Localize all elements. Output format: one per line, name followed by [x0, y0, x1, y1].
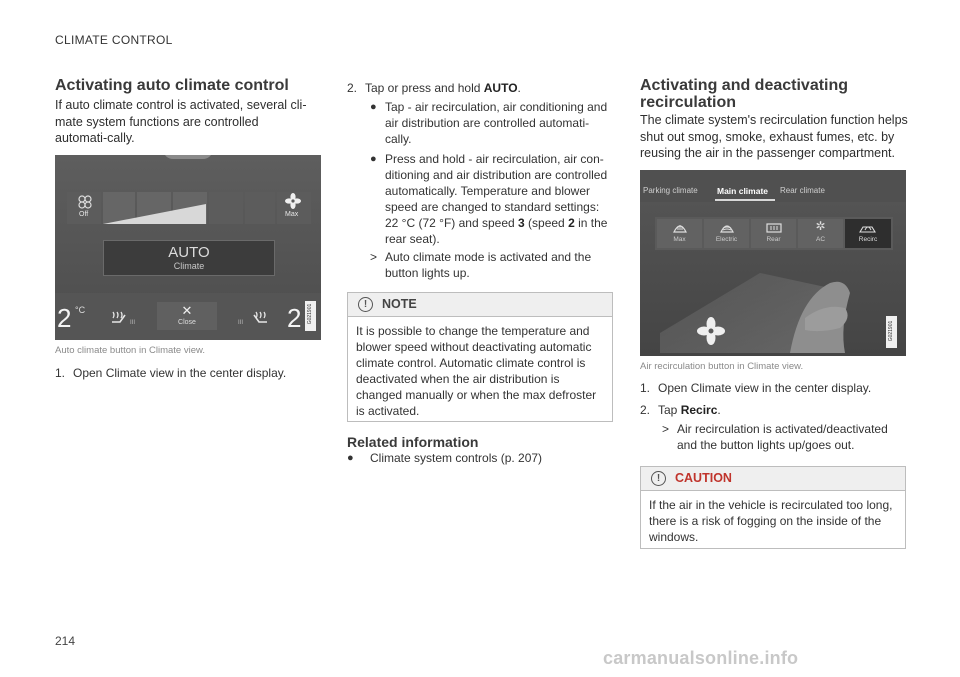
caution-text: If the air in the vehicle is recirculated too long, there is a risk of fogging on the inside of the windows.	[649, 498, 893, 544]
note-label: NOTE	[382, 297, 417, 311]
ac-label: AC	[815, 236, 826, 243]
fan-off-icon	[78, 195, 92, 209]
caution-box	[640, 466, 906, 549]
step-text-suffix: .	[717, 403, 721, 417]
speed-rear: 2	[568, 216, 575, 230]
step-text-prefix: Tap or press and hold	[365, 81, 484, 95]
auto-climate-intro: If auto climate control is activated, several cli-mate system functions are controlled automati-cally.	[55, 98, 307, 145]
close-button[interactable]	[157, 302, 217, 330]
rear-defrost-button[interactable]	[751, 219, 796, 248]
seat-heat-right-icon[interactable]	[251, 310, 269, 328]
rear-defrost-icon	[765, 222, 783, 234]
note-box	[347, 292, 613, 422]
bullet-dot: ●	[370, 101, 377, 113]
tab-parking-climate[interactable]: Parking climate	[643, 186, 698, 195]
recirculation-figure	[640, 170, 906, 356]
auto-keyword: AUTO	[483, 81, 518, 95]
related-info-title: Related information	[347, 434, 479, 450]
watermark: carmanualsonline.info	[603, 648, 799, 668]
bullet-text: Press and hold - air recirculation, air con-ditioning and air distribution are controlled automatically. Temperature and blower speed are changed to standard settings: 22 °C (72 °F) and speed	[385, 152, 608, 230]
warning-icon: !	[651, 471, 666, 486]
bullet-text: Tap - air recirculation, air conditioning and air distribution are controlled automati-cally.	[385, 100, 608, 146]
step-number: 1.	[640, 381, 651, 395]
result-marker: >	[662, 422, 670, 436]
figure-code: G021901	[307, 303, 313, 325]
fan-level-wedge	[103, 203, 207, 225]
recirc-button[interactable]	[845, 219, 891, 248]
recirc-keyword: Recirc	[680, 403, 718, 417]
temp-right: 2	[287, 303, 302, 333]
step-text: Open Climate view in the center display.	[73, 366, 287, 380]
speed-front: 3	[518, 216, 525, 230]
result-marker: >	[370, 250, 378, 264]
rear-label: Rear	[766, 236, 781, 243]
step-text-suffix: .	[517, 81, 521, 95]
seat-heat-left-icon[interactable]	[110, 310, 128, 328]
fan-max-icon	[285, 193, 301, 209]
note-text: It is possible to change the temperature and blower speed without deactivating automatic climate control. Automatic climate control is deactivated when the air distribution is changed manually or when the max defroster is activated.	[356, 324, 597, 418]
bullet-dot: ●	[370, 153, 377, 165]
electric-defrost-button[interactable]	[704, 219, 749, 248]
auto-climate-figure	[55, 155, 321, 340]
seat-level-right: III	[238, 320, 244, 326]
step-text-prefix: Tap	[658, 403, 681, 417]
auto-climate-button[interactable]	[103, 240, 275, 276]
fan-max-label: Max	[285, 211, 299, 218]
max-defrost-button[interactable]	[657, 219, 702, 248]
max-label: Max	[673, 236, 686, 243]
recirc-icon	[859, 222, 877, 234]
recirc-label: Recirc	[858, 236, 878, 243]
auto-button-sublabel: Climate	[173, 261, 205, 271]
related-link[interactable]: Climate system controls (p. 207)	[370, 451, 543, 465]
temp-unit: °C	[75, 305, 86, 315]
info-icon: !	[358, 297, 373, 312]
max-defrost-icon	[672, 222, 688, 234]
step-text: Open Climate view in the center display.	[658, 381, 872, 395]
active-tab-indicator	[715, 199, 775, 201]
running-header: CLIMATE CONTROL	[55, 33, 173, 47]
result-text: Air recirculation is activated/deactivated and the button lights up/goes out.	[677, 422, 888, 452]
seat-airflow-illustration	[640, 258, 906, 356]
figure-caption-auto: Auto climate button in Climate view.	[55, 345, 205, 356]
step-number: 2.	[640, 403, 651, 417]
step-number: 1.	[55, 366, 66, 380]
close-label: Close	[178, 319, 196, 326]
electric-label: Electric	[715, 236, 738, 243]
fan-off-label: Off	[79, 211, 89, 218]
tab-rear-climate[interactable]: Rear climate	[780, 186, 825, 195]
close-icon: ✕	[181, 303, 193, 318]
snowflake-icon: ✲	[815, 219, 826, 233]
page-number: 214	[55, 634, 76, 648]
auto-button-label: AUTO	[168, 244, 210, 261]
figure-code: G021901	[888, 320, 894, 342]
seat-level-left: III	[130, 320, 136, 326]
recirculation-intro: The climate system's recirculation function helps shut out smog, smoke, exhaust fumes, etc. by reusing the air in the passenger compartment.	[640, 113, 908, 160]
figure-caption-recirc: Air recirculation button in Climate view.	[640, 361, 804, 372]
bullet-dot: ●	[347, 452, 354, 464]
section-title-auto-climate: Activating auto climate control	[55, 77, 289, 94]
caution-label: CAUTION	[675, 471, 732, 485]
tab-main-climate[interactable]: Main climate	[717, 186, 769, 196]
section-title-recirculation: Activating and deactivating recirculation	[640, 77, 849, 111]
result-text: Auto climate mode is activated and the button lights up.	[385, 250, 592, 280]
temp-left: 2	[57, 303, 72, 333]
step-number: 2.	[347, 81, 358, 95]
fan-icon	[697, 317, 725, 345]
ac-button[interactable]	[798, 219, 843, 248]
electric-defrost-icon	[719, 222, 735, 234]
